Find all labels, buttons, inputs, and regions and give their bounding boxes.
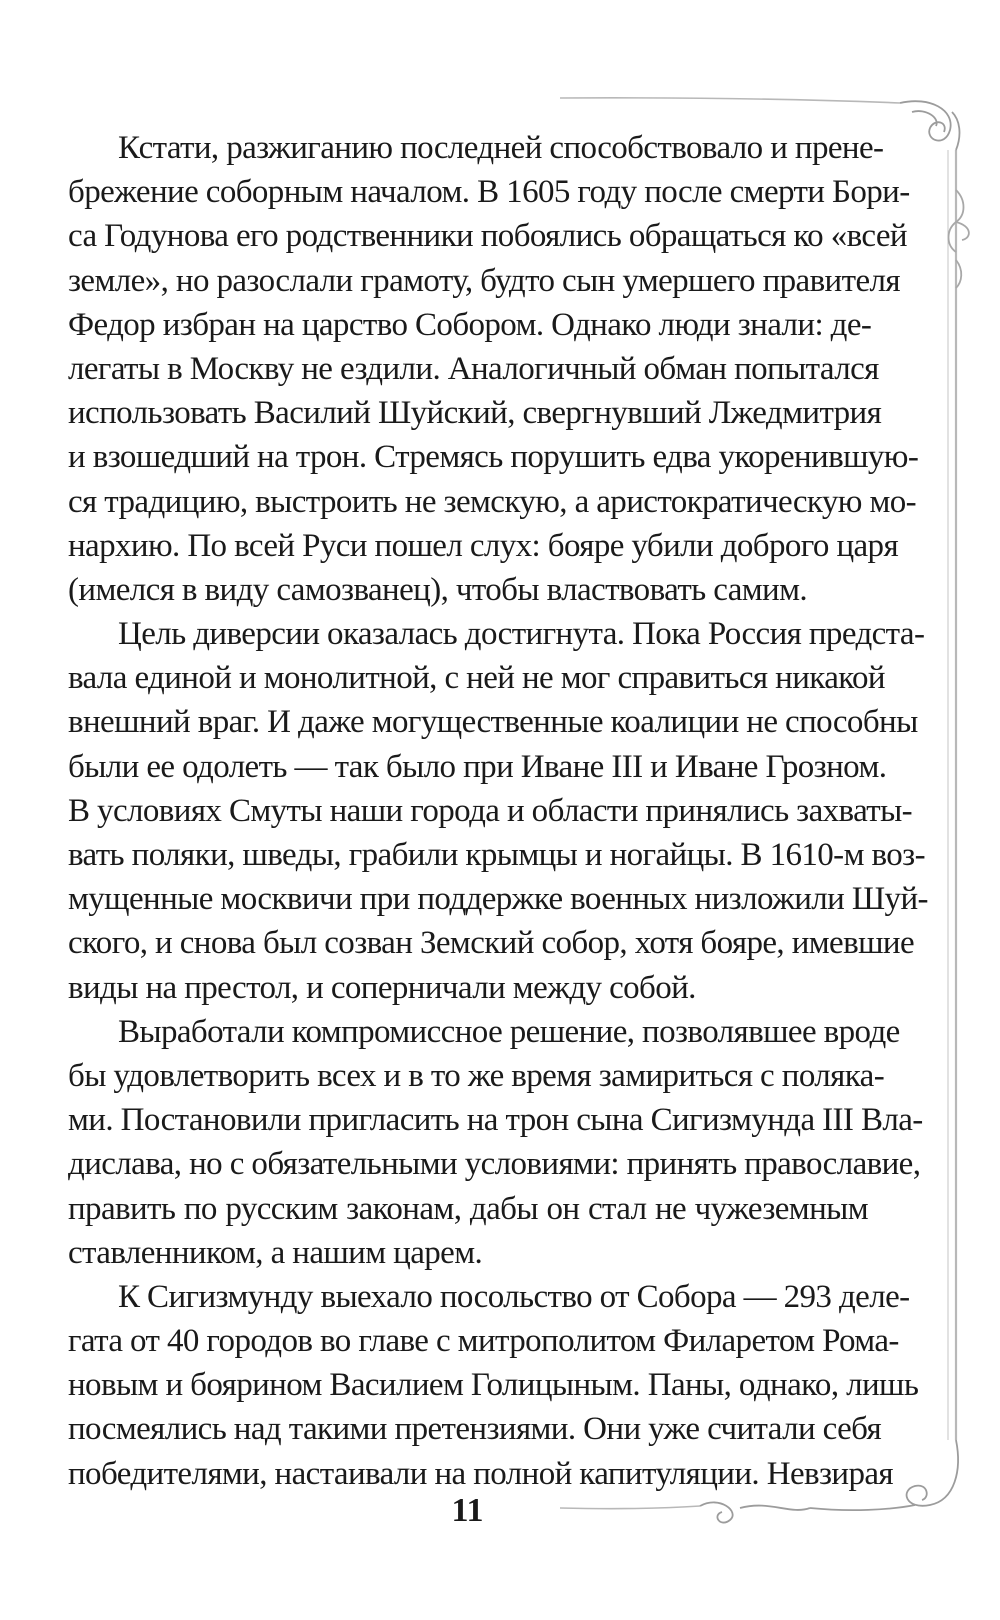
frame-top-line bbox=[560, 98, 900, 103]
text-line: Федор избран на царство Собором. Однако люди знали: де- bbox=[68, 306, 872, 343]
text-line: внешний враг. И даже могущественные коалиции не способны bbox=[68, 704, 918, 741]
text-line: гата от 40 городов во главе с митрополитом Филаретом Рома- bbox=[68, 1323, 899, 1360]
text-line: виды на престол, и соперничали между собой. bbox=[68, 969, 696, 1006]
text-line: вала единой и монолитной, с ней не мог справиться никакой bbox=[68, 660, 885, 697]
text-line: брежение соборным началом. В 1605 году после смерти Бори- bbox=[68, 174, 910, 211]
text-line: победителями, настаивали на полной капитуляции. Невзирая bbox=[68, 1455, 894, 1492]
text-line: земле», но разослали грамоту, будто сын умершего правителя bbox=[68, 262, 900, 299]
text-line: дислава, но с обязательными условиями: принять православие, bbox=[68, 1146, 921, 1183]
text-line: посмеялись над такими претензиями. Они уже считали себя bbox=[68, 1411, 882, 1448]
text-line: мущенные москвичи при поддержке военных низложили Шуй- bbox=[68, 881, 928, 918]
body-text bbox=[68, 126, 928, 1496]
text-line: использовать Василий Шуйский, свергнувший Лжедмитрия bbox=[68, 395, 882, 432]
text-line: вать поляки, шведы, грабили крымцы и ногайцы. В 1610-м воз- bbox=[68, 837, 925, 873]
text-line: ми. Постановили пригласить на трон сына Сигизмунда III Вла- bbox=[68, 1102, 923, 1139]
page-number: 11 bbox=[451, 1492, 484, 1529]
side-ornament bbox=[949, 190, 969, 288]
text-line: править по русским законам, дабы он стал не чужеземным bbox=[68, 1190, 868, 1227]
text-line: бы удовлетворить всех и в то же время замириться с поляка- bbox=[68, 1057, 885, 1094]
text-line: ся традицию, выстроить не земскую, а аристократическую мо- bbox=[68, 483, 917, 520]
text-line: и взошедший на трон. Стремясь порушить едва укоренившую- bbox=[68, 439, 919, 476]
text-line: К Сигизмунду выехало посольство от Собора — 293 деле- bbox=[118, 1278, 910, 1315]
text-line: были ее одолеть — так было при Иване III и Иване Грозном. bbox=[68, 748, 887, 785]
text-line: са Годунова его родственники побоялись обращаться ко «всей bbox=[68, 218, 907, 255]
text-line: ского, и снова был созван Земский собор, хотя бояре, имевшие bbox=[68, 925, 914, 962]
text-line: Цель диверсии оказалась достигнута. Пока Россия предста- bbox=[118, 616, 925, 653]
text-line: В условиях Смуты наши города и области принялись захваты- bbox=[68, 792, 913, 829]
corner-ornament-top bbox=[900, 101, 959, 150]
text-line: (имелся в виду самозванец), чтобы властвовать самим. bbox=[68, 571, 808, 608]
text-line: легаты в Москву не ездили. Аналогичный обман попытался bbox=[68, 350, 879, 387]
text-line: нархию. По всей Руси пошел слух: бояре убили доброго царя bbox=[68, 527, 899, 564]
text-line: ставленником, а нашим царем. bbox=[68, 1234, 483, 1271]
text-line: новым и боярином Василием Голицыным. Паны, однако, лишь bbox=[68, 1367, 919, 1404]
text-line: Кстати, разжиганию последней способствовало и прене- bbox=[118, 130, 884, 166]
text-line: Выработали компромиссное решение, позволявшее вроде bbox=[118, 1013, 900, 1050]
